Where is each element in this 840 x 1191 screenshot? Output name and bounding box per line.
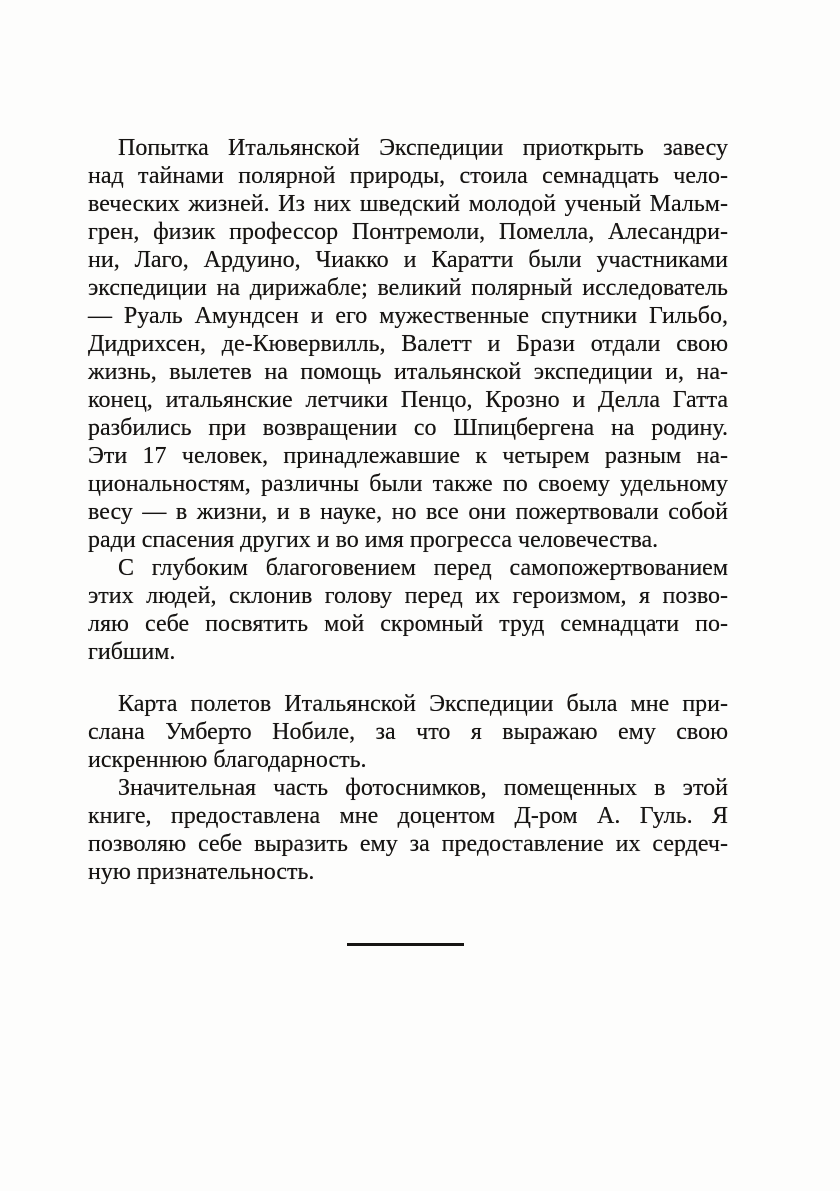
text-line: гибшим. [88,639,176,665]
paragraph-dedication-intro [88,134,728,554]
text-line: книге, предоставлена мне доцентом Д-ром А. Гуль. Я [88,803,728,829]
text-line: экспедиции на дирижабле; великий полярный исследователь [88,275,728,301]
paragraph-dedication [88,554,728,666]
text-line: грен, физик профессор Понтремоли, Помелла, Алесандри- [88,219,728,245]
text-line: — Руаль Амундсен и его мужественные спутники Гильбо, [88,303,728,329]
paragraph-acknowledgement-photos [88,774,728,886]
text-line: весу — в жизни, и в науке, но все они пожертвовали собой [88,499,728,525]
text-line: слана Умберто Нобиле, за что я выражаю ему свою [88,719,728,745]
text-line: ляю себе посвятить мой скромный труд семнадцати по- [88,611,728,637]
text-line: ни, Лаго, Ардуино, Чиакко и Каратти были участниками [88,247,728,273]
text-block [88,134,728,946]
text-line: Значительная часть фотоснимков, помещенных в этой [118,775,728,801]
text-line: жизнь, вылетев на помощь итальянской экспедиции и, на- [88,359,728,385]
section-divider-rule [347,943,464,946]
text-line: циональностям, различны были также по своему удельному [88,471,728,497]
text-line: Эти 17 человек, принадлежавшие к четырем разным на- [88,443,728,469]
text-line: ради спасения других и во имя прогресса человечества. [88,527,659,553]
text-line: Попытка Итальянской Экспедиции приоткрыть завесу [118,135,728,161]
text-line: позволяю себе выразить ему за предоставление их сердеч- [88,831,728,857]
text-line: Карта полетов Итальянской Экспедиции была мне при- [118,691,728,717]
paragraph-acknowledgement-map [88,690,728,774]
text-line: С глубоким благоговением перед самопожертвованием [118,555,728,581]
text-line: искреннюю благодарность. [88,747,367,773]
text-line: ную признательность. [88,859,315,885]
text-line: Дидрихсен, де-Кювервилль, Валетт и Брази отдали свою [88,331,728,357]
text-line: этих людей, склонив голову перед их героизмом, я позво- [88,583,728,609]
text-line: над тайнами полярной природы, стоила семнадцать чело- [88,163,728,189]
text-line: веческих жизней. Из них шведский молодой ученый Мальм- [88,191,728,217]
text-line: конец, итальянские летчики Пенцо, Крозно и Делла Гатта [88,387,728,413]
text-line: разбились при возвращении со Шпицбергена на родину. [88,415,728,441]
